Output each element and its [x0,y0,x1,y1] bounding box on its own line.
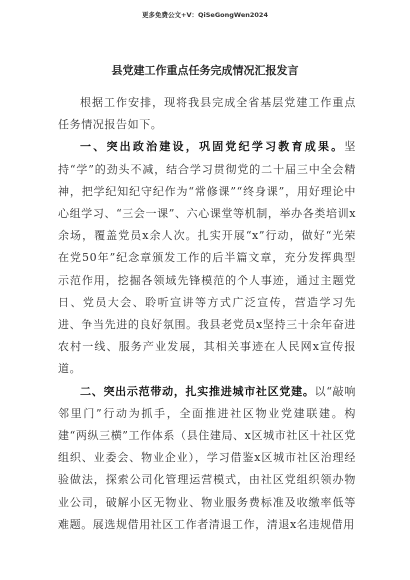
paragraph-text: 根据工作安排，现将我县完成全省基层党建工作重点任务情况报告如下。 [58,96,356,132]
section-heading: 二、突出示范带动，扎实推进城市社区党建。 [80,384,315,398]
paragraph-section-2 [58,381,356,536]
paragraph-intro [58,92,356,136]
paragraph-text: 坚持“学”的劲头不减，结合学习贯彻党的二十届三中全会精神，把学纪知纪守纪作为“常修课”“终身课”，用好理论中心组学习、“三会一课”、六心课堂等机制，举办各类培训x余场，覆盖党员x余人次。扎实开展“x”行动，做好“光荣在党50年”纪念章颁发工作的后半篇文章，充分发挥典型示范作用，挖掘各领域先锋模范的个人事迹，通过主题党日、党员大会、聆听宣讲等方式广泛宣传，营造学习先进、争当先进的良好氛围。我县老党员x坚持三十余年奋进农村一线、服务产业发展，其相关事迹在人民网x宣传报道。 [58,140,356,376]
paragraph-section-1 [58,136,356,380]
header-note: 更多免费公文+V：QiSeGongWen2024 [142,11,268,19]
section-heading: 一、突出政治建设，巩固党纪学习教育成果。 [80,140,345,154]
paragraph-text: 以“敲响邻里门”行动为抓手，全面推进社区物业党建联建。构建“两纵三横”工作体系（县住建局、x区城市社区十社区党组织、业委会、物业企业），学习借鉴x区城市社区治理经验做法，探索公司化管理运营模式，由社区党组织领办物业公司，破解小区无物业、物业服务费标准及收缴率低等难题。展选规借用社区工作者清退工作，清退x名违规借用 [58,384,357,531]
document-title: 县党建工作重点任务完成情况汇报发言 [111,64,299,77]
document-body [58,92,356,536]
